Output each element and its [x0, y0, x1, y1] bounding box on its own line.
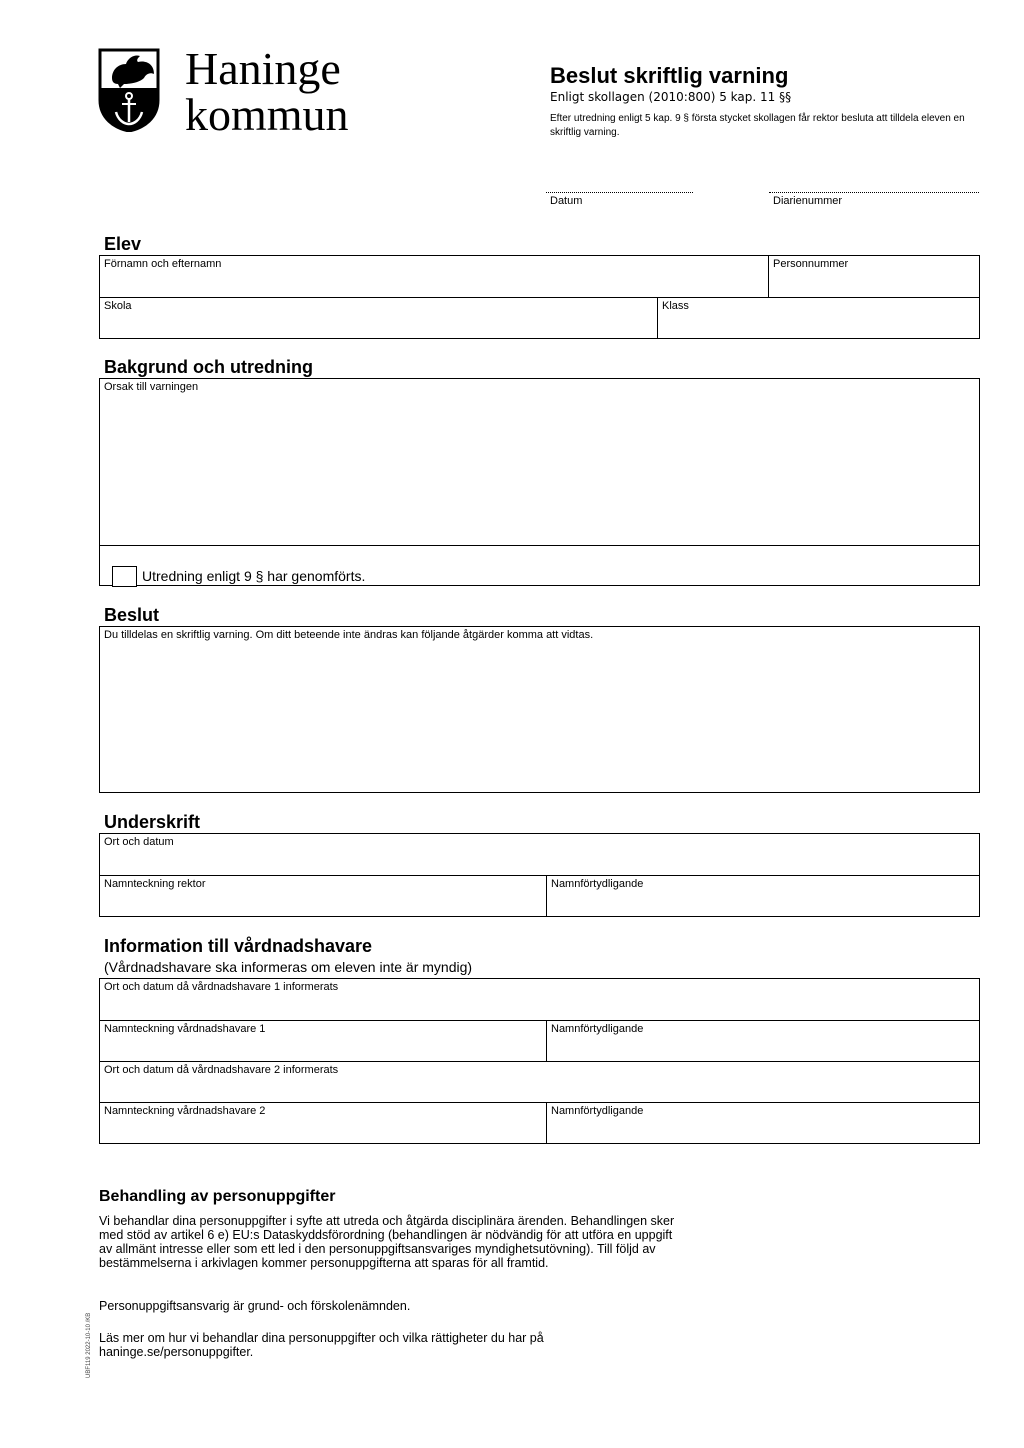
guardian2-place-date-label: Ort och datum då vårdnadshavare 2 informerats [104, 1064, 339, 1076]
guardian-subheading: (Vårdnadshavare ska informeras om eleven inte är myndig) [104, 959, 473, 975]
law-reference: Enligt skollagen (2010:800) 5 kap. 11 §§ [550, 90, 792, 104]
reason-field[interactable] [100, 379, 979, 545]
section-heading-bakgrund: Bakgrund och utredning [104, 357, 313, 377]
intro-text: Efter utredning enligt 5 kap. 9 § första stycket skollagen får rektor besluta att tilldela eleven en skriftlig varning. [550, 113, 965, 138]
class-field[interactable] [657, 297, 979, 338]
guardian1-signature-field[interactable] [100, 1020, 546, 1061]
guardian1-signature-label: Namnteckning vårdnadshavare 1 [104, 1023, 266, 1035]
guardian1-clarification-label: Namnförtydligande [551, 1023, 644, 1035]
brand-name-line2: kommun [185, 89, 349, 140]
privacy-paragraph-2: Personuppgiftsansvarig är grund- och förskolenämnden. [99, 1299, 411, 1313]
school-label: Skola [104, 300, 132, 312]
guardian2-signature-label: Namnteckning vårdnadshavare 2 [104, 1105, 266, 1117]
principal-clarification-label: Namnförtydligande [551, 878, 644, 890]
privacy-line: Vi behandlar dina personuppgifter i syfte att utreda och åtgärda disciplinära ärenden. Behandlingen sker [99, 1214, 675, 1228]
reason-label: Orsak till varningen [104, 381, 199, 393]
principal-clarification-field[interactable] [546, 875, 979, 916]
case-number-line[interactable] [769, 192, 979, 193]
privacy-line: bestämmelserna i arkivlagen kommer personuppgifterna att sparas för all framtid. [99, 1256, 549, 1270]
place-date-field[interactable] [100, 834, 979, 875]
privacy-link-line[interactable]: haninge.se/personuppgifter. [99, 1345, 254, 1359]
privacy-line: av allmänt intresse eller som ett led i den personuppgiftsansvariges myndighetsutövning). Till följd av [99, 1242, 656, 1256]
investigation-row [100, 545, 979, 585]
student-name-field[interactable] [100, 256, 768, 297]
investigation-checkbox-label: Utredning enligt 9 § har genomförts. [142, 568, 366, 584]
section-heading-vardnadshavare: Information till vårdnadshavare [104, 936, 373, 956]
student-name-label: Förnamn och efternamn [104, 258, 222, 270]
privacy-line: med stöd av artikel 6 e) EU:s Dataskyddsförordning (behandlingen är nödvändig för att utföra en uppgift [99, 1228, 673, 1242]
privacy-line: Läs mer om hur vi behandlar dina personuppgifter och vilka rättigheter du har på [99, 1331, 544, 1345]
decision-field[interactable] [99, 626, 980, 793]
section-heading-beslut: Beslut [104, 605, 160, 625]
section-heading-underskrift: Underskrift [104, 812, 201, 832]
date-label: Datum [550, 195, 583, 207]
personal-number-label: Personnummer [773, 258, 849, 270]
section-heading-elev: Elev [104, 234, 142, 254]
date-line[interactable] [546, 192, 693, 193]
guardian1-place-date-label: Ort och datum då vårdnadshavare 1 informerats [104, 981, 339, 993]
place-date-label: Ort och datum [104, 836, 174, 848]
principal-signature-label: Namnteckning rektor [104, 878, 206, 890]
guardian1-clarification-field[interactable] [546, 1020, 979, 1061]
class-label: Klass [662, 300, 689, 312]
principal-signature-field[interactable] [100, 875, 546, 916]
investigation-checkbox[interactable] [112, 566, 137, 587]
signature-form-box [99, 833, 980, 917]
personal-number-field[interactable] [768, 256, 979, 297]
section-heading-personuppgifter: Behandling av personuppgifter [99, 1188, 336, 1205]
guardian2-place-date-field[interactable] [100, 1061, 979, 1102]
guardian1-place-date-field[interactable] [100, 979, 979, 1020]
decision-text: Du tilldelas en skriftlig varning. Om ditt beteende inte ändras kan följande åtgärder komma att vidtas. [104, 629, 594, 641]
guardian2-clarification-label: Namnförtydligande [551, 1105, 644, 1117]
case-number-label: Diarienummer [773, 195, 843, 207]
guardian2-clarification-field[interactable] [546, 1102, 979, 1143]
guardian2-signature-field[interactable] [100, 1102, 546, 1143]
school-field[interactable] [100, 297, 657, 338]
document-title: Beslut skriftlig varning [550, 63, 789, 88]
brand-name-line1: Haninge [185, 43, 341, 94]
privacy-paragraph-1 [99, 1214, 769, 1270]
privacy-paragraph-3 [99, 1331, 769, 1359]
guardian-form-box [99, 978, 980, 1144]
background-form-box [99, 378, 980, 586]
form-code: UBF119 2022-10-10 /KB [86, 1312, 92, 1378]
haninge-coat-of-arms-logo [98, 48, 160, 132]
student-form-box [99, 255, 980, 339]
